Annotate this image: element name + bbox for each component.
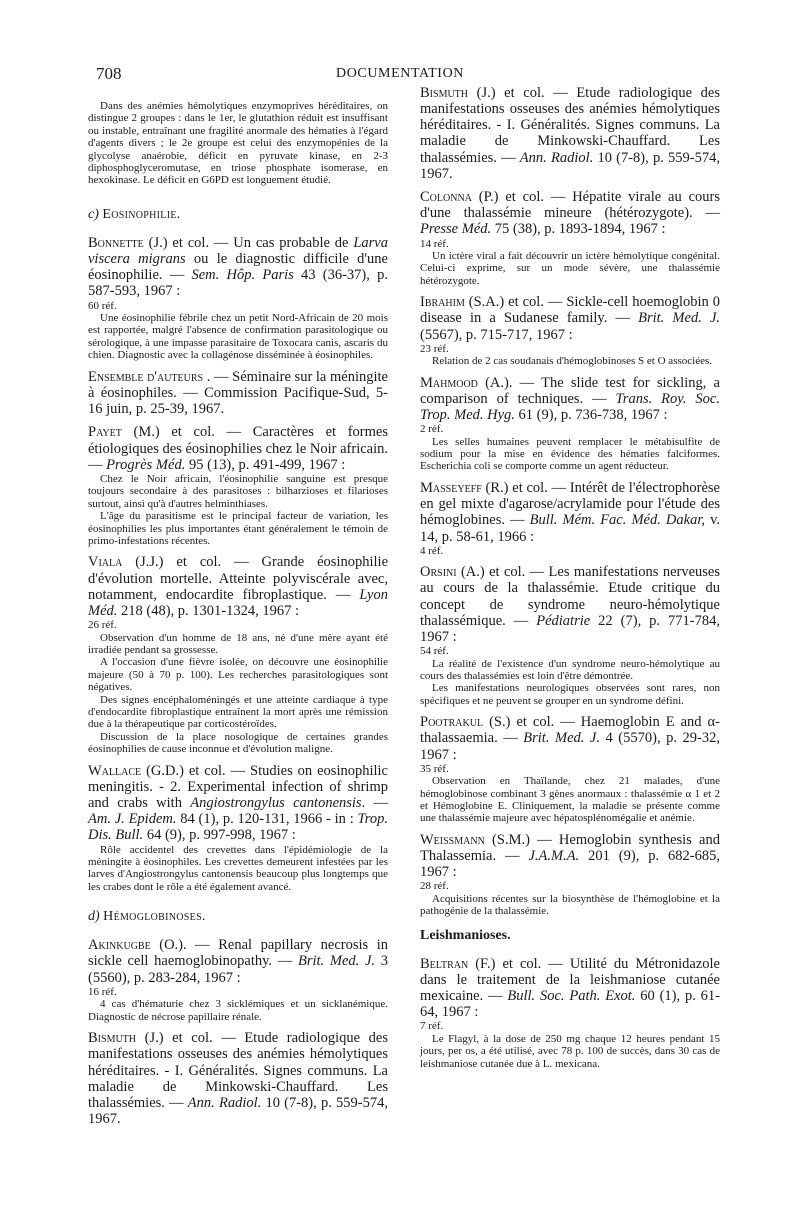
citation bbox=[88, 763, 388, 844]
citation-text: (R.) et col. — Intérêt de l'électrophorèse en gel mixte d'agarose/acrylamide pour l'étude des hémoglobines. — bbox=[420, 479, 720, 529]
citation bbox=[420, 189, 720, 238]
abstract-note: La réalité de l'existence d'un syndrome neuro-hémolytique au cours des thalassémies est loin d'être démontrée. bbox=[420, 657, 720, 682]
reference-count: 4 réf. bbox=[420, 544, 444, 557]
author-name: Masseyeff bbox=[420, 479, 482, 496]
bibliography-entry-ensemble bbox=[88, 369, 388, 418]
author-name: Wallace bbox=[88, 762, 142, 779]
reference-count: 35 réf. bbox=[420, 762, 449, 775]
citation-details: (5567), p. 715-717, 1967 : bbox=[420, 326, 573, 343]
reference-count: 28 réf. bbox=[420, 880, 449, 893]
author-name: Orsini bbox=[420, 564, 457, 581]
author-name: Colonna bbox=[420, 189, 472, 205]
abstract-note: Rôle accidentel des crevettes dans l'épidémiologie de la méningite à éosinophiles. Les crevettes demeurent infestées par les larves d'Angiostrongylus cantonensis beaucoup plus longtemps que les crabes dont le rôle a été également avancé. bbox=[88, 843, 388, 893]
bibliography-entry-beltran bbox=[420, 956, 720, 1070]
citation-text: (J.) et col. — Un cas probable de bbox=[143, 234, 354, 251]
citation bbox=[88, 369, 388, 418]
reference-count: 2 réf. bbox=[420, 423, 444, 436]
reference-count: 54 réf. bbox=[420, 645, 449, 658]
bibliography-entry-akinkugbe bbox=[88, 937, 388, 1023]
citation bbox=[88, 937, 388, 986]
journal-name: Ann. Radiol. bbox=[187, 1094, 262, 1111]
bibliography-entry-bismuth bbox=[420, 84, 720, 182]
citation bbox=[420, 375, 720, 424]
author-name: Viala bbox=[88, 554, 123, 571]
citation-details: 75 (38), p. 1893-1894, 1967 : bbox=[491, 221, 666, 238]
citation-details: 43 (36-37), p. 587-593, 1967 : bbox=[88, 267, 388, 300]
bibliography-entry-orsini bbox=[420, 564, 720, 707]
citation-text: (J.J.) et col. — Grande éosinophilie d'évolution mortelle. Atteinte polyviscérale avec, notamment, endocardite fibroplastique. — bbox=[88, 554, 388, 603]
bibliography-entry-bonnette bbox=[88, 235, 388, 362]
citation-text: (A.). — The slide test for sickling, a comparison of techniques. — bbox=[420, 374, 720, 407]
journal-name: Brit. Med. J. bbox=[523, 730, 600, 747]
abstract-note: 4 cas d'hématurie chez 3 sicklémiques et un sicklanémique. Diagnostic de nécrose papillaire rénale. bbox=[88, 998, 388, 1023]
intro-paragraph: Dans des anémies hémolytiques enzymoprives héréditaires, on distingue 2 groupes : dans le 1er, le glutathion réduit est insuffisant ou instable, entraînant une fragilité anormale des hématies à l'égard d'agents divers ; le 2e groupe est celui des enzymopénies de la glycolyse anaérobie, déficit en pyruvate kinase, en 2-3 diphosphoglyceromutase, en triose phosphate isomerase, en hexokinase. Le déficit en G6PD est longuement étudié. bbox=[88, 100, 388, 187]
citation-text: (A.) et col. — Les manifestations nerveuses au cours de la thalassémie. Etude critique du concept de syndrome neuro-hémolytique thalassémique. — bbox=[420, 564, 720, 629]
left-column bbox=[88, 100, 389, 1128]
citation-text: (S.A.) et col. — Sickle-cell hoemoglobin 0 disease in a Sudanese family. — bbox=[420, 294, 720, 327]
citation-text: (G.D.) et col. — Studies on eosinophilic meningitis. - 2. Experimental infection of shrimp and crabs with bbox=[88, 762, 388, 812]
journal-name: Am. J. Epidem. bbox=[88, 811, 177, 828]
citation bbox=[420, 956, 720, 1021]
citation-text: (F.) et col. — Utilité du Métronidazole dans le traitement de la leishmaniose cutanée mexicaine. — bbox=[420, 955, 720, 1005]
author-name: Weissmann bbox=[420, 831, 485, 848]
abstract-note: A l'occasion d'une fièvre isolée, on découvre une éosinophilie majeure (50 à 70 p. 100). Les recherches parasitologiques sont négatives. bbox=[88, 656, 388, 694]
journal-name: Bull. Soc. Path. Exot. bbox=[507, 988, 636, 1005]
citation-italic: Larva viscera migrans bbox=[88, 234, 388, 268]
citation-details: 61 (9), p. 736-738, 1967 : bbox=[514, 407, 668, 424]
citation-details: 218 (48), p. 1301-1324, 1967 : bbox=[117, 602, 300, 619]
citation-details: 95 (13), p. 491-499, 1967 : bbox=[185, 456, 346, 473]
citation-details: 64 (9), p. 997-998, 1967 : bbox=[143, 827, 296, 844]
section-heading-eosinophilie: c) Eosinophilie. bbox=[88, 206, 181, 222]
journal-name: Bull. Mém. Fac. Méd. Dakar, bbox=[529, 512, 705, 529]
bibliography-entry-weissmann bbox=[420, 832, 720, 918]
citation-text: (P.) et col. — Hépatite virale au cours d'une thalassémie mineure (hétérozygote). — bbox=[420, 189, 720, 222]
reference-count: 7 réf. bbox=[420, 1020, 444, 1033]
citation-text: (S.M.) — Hemoglobin synthesis and Thalassemia. — bbox=[420, 831, 720, 864]
citation-details: 10 (7-8), p. 559-574, 1967. bbox=[420, 149, 720, 182]
abstract-note: Acquisitions récentes sur la biosynthèse de l'hémoglobine et la pathogénie de la thalassémie. bbox=[420, 892, 720, 918]
author-name: Ibrahim bbox=[420, 294, 465, 311]
page-number: 708 bbox=[96, 64, 122, 83]
bibliography-entry-pootrakul bbox=[420, 714, 720, 825]
section-heading-hemoglobinoses: d) Hémoglobinoses. bbox=[88, 909, 206, 925]
bibliography-entry-colonna bbox=[420, 189, 720, 287]
citation bbox=[88, 424, 388, 473]
citation-text: . — Séminaire sur la méningite à éosinophiles. — Commission Pacifique-Sud, 5-16 juin, p. 25-39, 1967. bbox=[88, 368, 388, 418]
citation-details: v. 14, p. 58-61, 1966 : bbox=[420, 512, 720, 545]
author-name: Ensemble d'auteurs bbox=[88, 368, 204, 385]
journal-name: Pédiatrie bbox=[536, 612, 591, 629]
abstract-note: Une éosinophilie fébrile chez un petit Nord-Africain de 20 mois est rapportée, malgré l'absence de confirmation parasitologique ou sérologique, à une impasse parasitaire de Toxocara canis, ascaris du chien. Diagnostic avec la collagénose disséminée à éosinophiles. bbox=[88, 312, 388, 362]
citation bbox=[88, 1030, 388, 1127]
citation bbox=[88, 554, 388, 619]
citation-text: . — bbox=[361, 795, 389, 812]
citation-text: (J.) et col. — Etude radiologique des manifestations osseuses des anémies hémolytiques héréditaires. - I. Généralités. Signes communs. La maladie de Minkowski-Chauffard. Les thalassémies. — bbox=[88, 1030, 388, 1111]
journal-name: Brit. Med. J. bbox=[297, 953, 376, 970]
citation-continuation bbox=[420, 84, 720, 182]
reference-count: 60 réf. bbox=[88, 299, 117, 312]
citation-text: (S.) et col. — Haemoglobin E and α-thalassaemia. — bbox=[420, 714, 720, 747]
bibliography-entry-viala bbox=[88, 554, 388, 755]
abstract-note: Chez le Noir africain, l'éosinophilie sanguine est presque toujours secondaire à des parasitoses : bilharzioses et filarioses surtout, ainsi qu'à d'autres helminthiases. bbox=[88, 472, 388, 510]
abstract-note: Observation en Thaïlande, chez 21 malades, d'une hémoglobinose combinant 3 gènes anormaux : thalassémie α 1 et 2 et Hémoglobine E. Cliniquement, la maladie se présente comme une thalassémie majeure avec hépatosplénomégalie et anémie. bbox=[420, 775, 720, 825]
citation-details: 22 (7), p. 771-784, 1967 : bbox=[420, 612, 720, 645]
abstract-note: Relation de 2 cas soudanais d'hémoglobinoses S et O associées. bbox=[432, 355, 712, 368]
abstract-note: Le Flagyl, à la dose de 250 mg chaque 12 heures pendant 15 jours, per os, a été utilisé, avec 78 p. 100 de succès, dans 30 cas de leishmaniose cutanée due à L. mexicana. bbox=[420, 1032, 720, 1070]
bibliography-entry-wallace bbox=[88, 763, 388, 894]
citation-details: 3 (5560), p. 283-284, 1967 : bbox=[88, 953, 388, 986]
journal-name: Sem. Hôp. Paris bbox=[191, 267, 294, 284]
citation-italic: Angiostrongylus cantonensis bbox=[190, 795, 362, 812]
journal-name: Trans. Roy. Soc. Trop. Med. Hyg. bbox=[420, 390, 720, 424]
reference-count: 23 réf. bbox=[420, 342, 449, 355]
citation bbox=[88, 235, 388, 300]
journal-name: Presse Méd. bbox=[420, 221, 492, 238]
citation-text: (M.) et col. — Caractères et formes étiologiques des éosinophilies chez le Noir africain. — bbox=[88, 424, 388, 473]
citation bbox=[420, 480, 720, 545]
citation-details: 60 (1), p. 61-64, 1967 : bbox=[420, 988, 720, 1021]
author-name: Bonnette bbox=[88, 234, 144, 251]
author-name: Beltran bbox=[420, 955, 469, 972]
citation-text: ou le diagnostic difficile d'une éosinophilie. — bbox=[88, 251, 388, 284]
citation bbox=[420, 294, 720, 343]
abstract-note: Un ictère viral a fait découvrir un ictère hémolytique congénital. Celui-ci exprime, sur un mode sévère, une thalassémie hétérozygote. bbox=[420, 250, 720, 287]
author-name: Payet bbox=[88, 424, 122, 441]
running-head: DOCUMENTATION bbox=[335, 66, 464, 81]
citation bbox=[420, 564, 720, 645]
citation-details: 201 (9), p. 682-685, 1967 : bbox=[420, 848, 720, 881]
abstract-note: Des signes encéphaloméningés et une atteinte cardiaque à type d'endocardite fibroplastique entraînent la mort après une rémission due à la thérapeutique par corticostéroïdes. bbox=[88, 693, 388, 731]
citation-text: (O.). — Renal papillary necrosis in sickle cell haemoglobinopathy. — bbox=[88, 937, 388, 970]
journal-name: Lyon Méd. bbox=[88, 586, 388, 619]
bibliography-entry-ibrahim bbox=[420, 294, 720, 367]
author-name: Akinkugbe bbox=[88, 937, 151, 954]
citation-text: (J.) et col. — Etude radiologique des manifestations osseuses des anémies hémolytiques héréditaires. - I. Généralités. Signes communs. La maladie de Minkowski-Chauffard. Les thalassémies. — bbox=[420, 84, 720, 166]
bibliography-entry-bismuth bbox=[88, 1030, 388, 1128]
abstract-note: Les selles humaines peuvent remplacer le métabisulfite de sodium pour la mise en évidence des hématies falciformes. Escherichia coli se comporte comme un agent réducteur. bbox=[420, 435, 720, 473]
citation-details: 10 (7-8), p. 559-574, 1967. bbox=[88, 1094, 388, 1128]
bibliography-entry-mahmood bbox=[420, 375, 720, 473]
citation bbox=[420, 85, 720, 182]
reference-count: 16 réf. bbox=[88, 985, 117, 998]
journal-name: Ann. Radiol. bbox=[519, 149, 594, 166]
citation bbox=[420, 832, 720, 881]
abstract-note: L'âge du parasitisme est le principal facteur de variation, les éosinophilies les plus importantes étant généralement le témoin de primo-infestations récentes. bbox=[88, 510, 388, 547]
journal-name: Trop. Dis. Bull. bbox=[88, 811, 389, 844]
author-name: Pootrakul bbox=[420, 714, 484, 731]
bibliography-entry-payet bbox=[88, 424, 388, 547]
journal-name: Brit. Med. J. bbox=[638, 310, 720, 327]
bibliography-entry-masseyeff bbox=[420, 480, 720, 557]
citation-details: 84 (1), p. 120-131, 1966 - in : bbox=[176, 811, 358, 828]
author-name: Bismuth bbox=[88, 1030, 137, 1047]
reference-count: 26 réf. bbox=[88, 619, 117, 632]
right-column bbox=[420, 84, 720, 1077]
section-heading-leishmanioses: Leishmanioses. bbox=[420, 927, 511, 943]
author-name: Mahmood bbox=[420, 374, 478, 391]
citation-details: 4 (5570), p. 29-32, 1967 : bbox=[420, 730, 720, 763]
citation bbox=[420, 714, 720, 763]
journal-name: J.A.M.A. bbox=[528, 848, 580, 864]
abstract-note: Les manifestations neurologiques observées sont rares, non spécifiques et ne peuvent se grouper en un syndrome défini. bbox=[420, 682, 720, 707]
journal-name: Progrès Méd. bbox=[106, 456, 186, 473]
abstract-note: Observation d'un homme de 18 ans, né d'une mère ayant été irradiée pendant sa grossesse. bbox=[88, 631, 388, 656]
abstract-note: Discussion de la place nosologique de certaines grandes éosinophilies de cause inconnue et d'évolution maligne. bbox=[88, 730, 388, 756]
author-name: Bismuth bbox=[420, 84, 469, 101]
reference-count: 14 réf. bbox=[420, 237, 449, 250]
